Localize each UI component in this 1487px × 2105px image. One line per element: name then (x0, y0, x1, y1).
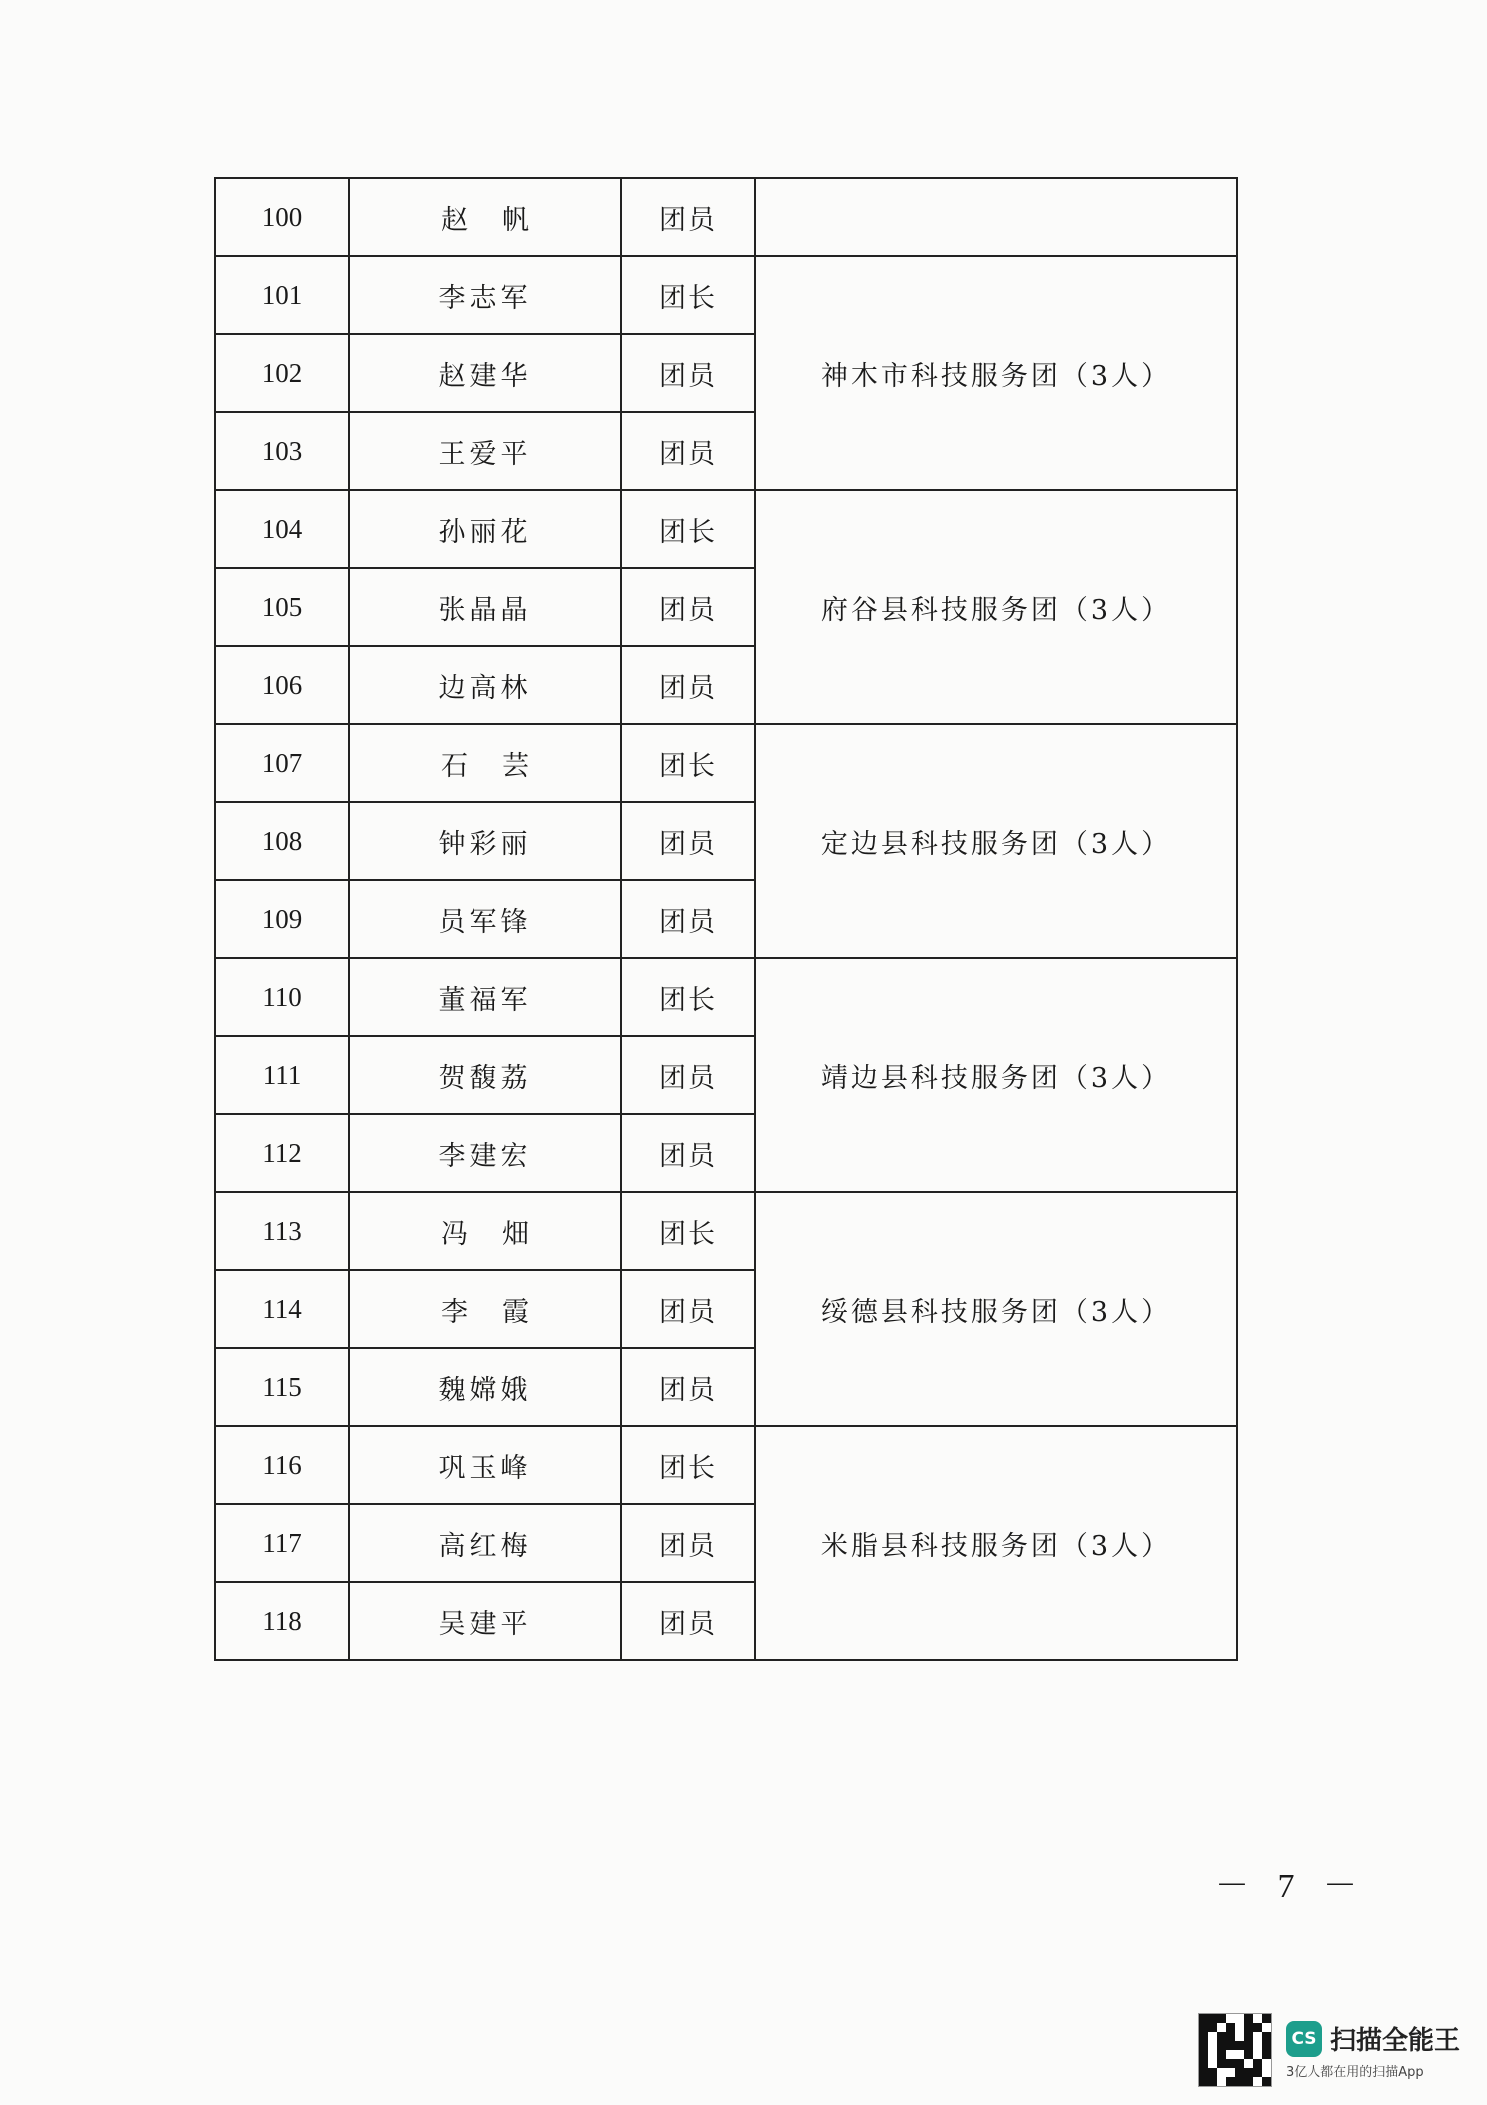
member-name: 高红梅 (349, 1504, 621, 1582)
service-group: 定边县科技服务团（3人） (755, 724, 1237, 958)
service-group: 府谷县科技服务团（3人） (755, 490, 1237, 724)
member-name: 赵建华 (349, 334, 621, 412)
member-role: 团员 (621, 1582, 755, 1660)
row-number: 101 (215, 256, 349, 334)
row-number: 105 (215, 568, 349, 646)
row-number: 107 (215, 724, 349, 802)
row-number: 115 (215, 1348, 349, 1426)
member-role: 团长 (621, 1426, 755, 1504)
member-name: 贺馥荔 (349, 1036, 621, 1114)
scanner-watermark (1198, 2013, 1460, 2087)
row-number: 112 (215, 1114, 349, 1192)
brand-block (1286, 2020, 1460, 2080)
service-group: 神木市科技服务团（3人） (755, 256, 1237, 490)
row-number: 104 (215, 490, 349, 568)
row-number: 111 (215, 1036, 349, 1114)
member-role: 团员 (621, 412, 755, 490)
row-number: 106 (215, 646, 349, 724)
member-role: 团员 (621, 1114, 755, 1192)
brand-name: 扫描全能王 (1330, 2026, 1461, 2056)
member-name: 石芸 (349, 724, 621, 802)
table-row (215, 256, 1237, 334)
member-role: 团长 (621, 724, 755, 802)
qr-code-icon (1198, 2013, 1272, 2087)
service-group: 米脂县科技服务团（3人） (755, 1426, 1237, 1660)
member-name: 赵帆 (349, 178, 621, 256)
member-name: 董福军 (349, 958, 621, 1036)
table-row (215, 1192, 1237, 1270)
member-name: 吴建平 (349, 1582, 621, 1660)
row-number: 100 (215, 178, 349, 256)
member-name: 冯畑 (349, 1192, 621, 1270)
brand-slogan: 3亿人都在用的扫描App (1286, 2065, 1424, 2080)
table-row (215, 490, 1237, 568)
member-name: 李建宏 (349, 1114, 621, 1192)
roster-table (214, 177, 1238, 1661)
member-role: 团员 (621, 1504, 755, 1582)
camscanner-logo-icon: CS (1286, 2021, 1322, 2057)
row-number: 118 (215, 1582, 349, 1660)
member-name: 巩玉峰 (349, 1426, 621, 1504)
row-number: 108 (215, 802, 349, 880)
member-role: 团员 (621, 880, 755, 958)
member-role: 团员 (621, 1036, 755, 1114)
member-name: 魏嫦娥 (349, 1348, 621, 1426)
table-row (215, 958, 1237, 1036)
row-number: 116 (215, 1426, 349, 1504)
roster-body (215, 178, 1237, 1660)
member-name: 钟彩丽 (349, 802, 621, 880)
service-group (755, 178, 1237, 256)
member-role: 团长 (621, 490, 755, 568)
row-number: 102 (215, 334, 349, 412)
member-name: 李霞 (349, 1270, 621, 1348)
member-role: 团长 (621, 958, 755, 1036)
member-role: 团员 (621, 1270, 755, 1348)
service-group: 绥德县科技服务团（3人） (755, 1192, 1237, 1426)
page-number: － 7 － (1215, 1868, 1367, 1905)
member-role: 团长 (621, 256, 755, 334)
member-role: 团员 (621, 1348, 755, 1426)
member-role: 团员 (621, 178, 755, 256)
member-role: 团员 (621, 334, 755, 412)
member-name: 李志军 (349, 256, 621, 334)
row-number: 110 (215, 958, 349, 1036)
table-row (215, 724, 1237, 802)
member-name: 员军锋 (349, 880, 621, 958)
table-row (215, 178, 1237, 256)
row-number: 113 (215, 1192, 349, 1270)
service-group: 靖边县科技服务团（3人） (755, 958, 1237, 1192)
member-role: 团员 (621, 568, 755, 646)
member-role: 团员 (621, 802, 755, 880)
row-number: 114 (215, 1270, 349, 1348)
member-role: 团长 (621, 1192, 755, 1270)
row-number: 109 (215, 880, 349, 958)
brand-row (1286, 2020, 1460, 2057)
row-number: 117 (215, 1504, 349, 1582)
member-name: 张晶晶 (349, 568, 621, 646)
table-row (215, 1426, 1237, 1504)
row-number: 103 (215, 412, 349, 490)
member-role: 团员 (621, 646, 755, 724)
member-name: 孙丽花 (349, 490, 621, 568)
member-name: 边高林 (349, 646, 621, 724)
member-name: 王爱平 (349, 412, 621, 490)
